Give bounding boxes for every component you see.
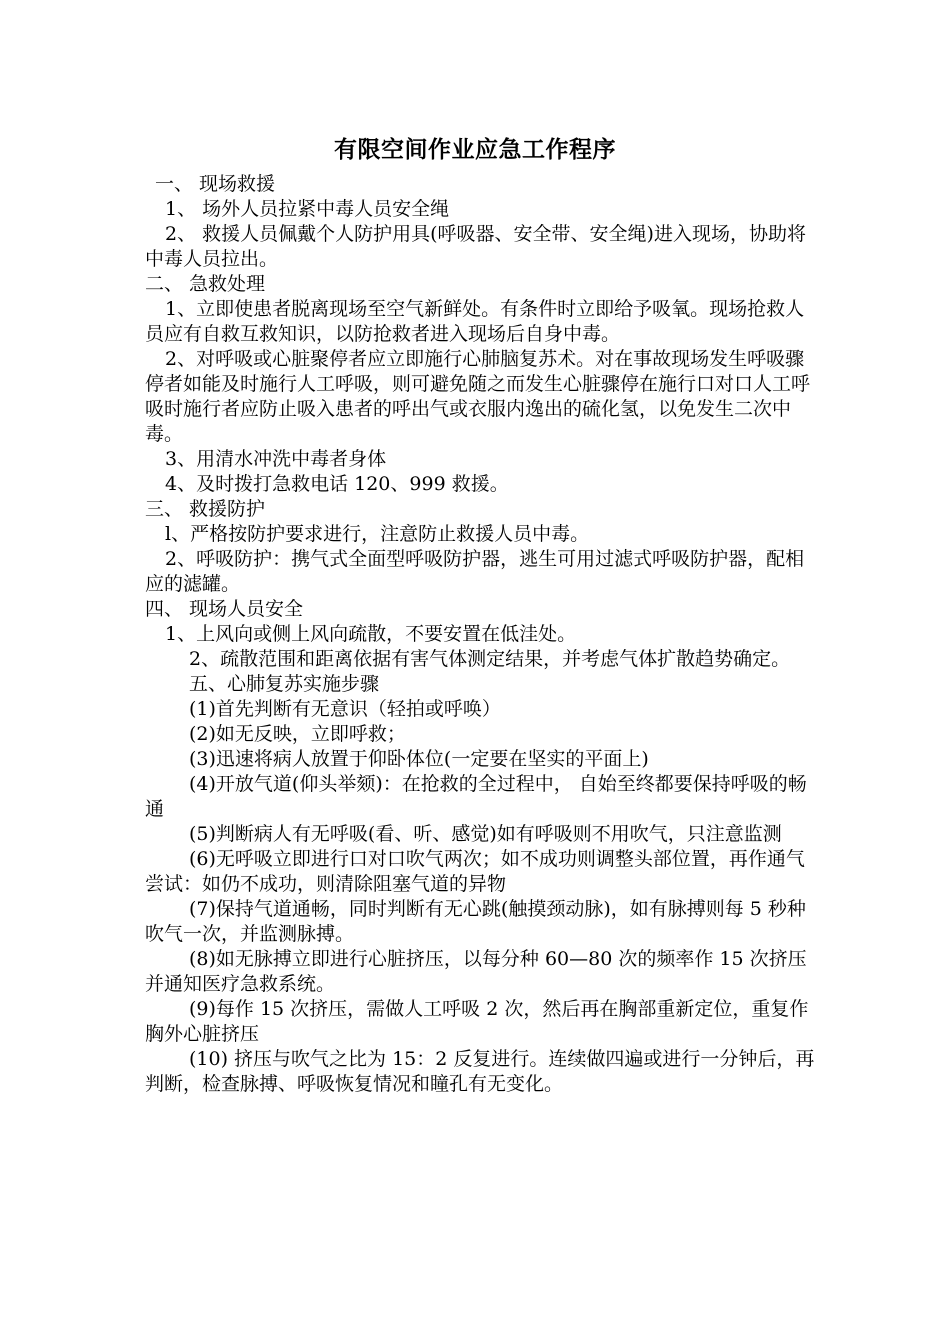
step-item: (5)判断病人有无呼吸(看、听、感觉)如有呼吸则不用吹气，只注意监测 [189,823,782,845]
document-body [145,172,815,1097]
section-heading-4: 四、 现场人员安全 [145,598,304,620]
paragraph: 1、 场外人员拉紧中毒人员安全绳 [165,198,450,220]
step-item: (1)首先判断有无意识（轻拍或呼唤） [189,698,501,720]
section-heading-3: 三、 救援防护 [145,498,266,520]
step-item: (7)保持气道通畅，同时判断有无心跳(触摸颈动脉)，如有脉搏则每 5 秒种吹气一次，并监测脉搏。 [145,898,806,945]
paragraph: l、严格按防护要求进行，注意防止救援人员中毒。 [165,523,590,545]
step-item: (6)无呼吸立即进行口对口吹气两次；如不成功则调整头部位置，再作通气尝试：如仍不成功，则清除阻塞气道的异物 [145,848,805,895]
section-heading-2: 二、 急救处理 [145,273,266,295]
paragraph: 2、对呼吸或心脏聚停者应立即施行心肺脑复苏术。对在事故现场发生呼吸骤停者如能及时施行人工呼吸，则可避免随之而发生心脏骤停在施行口对口人工呼吸时施行者应防止吸入患者的呼出气或衣服内逸出的硫化氢，以免发生二次中毒。 [145,348,811,445]
paragraph: 2、 救援人员佩戴个人防护用具(呼吸器、安全带、安全绳)进入现场，协助将中毒人员拉出。 [145,223,806,270]
section-heading-5: 五、心肺复苏实施步骤 [189,673,380,695]
document-title: 有限空间作业应急工作程序 [334,137,616,163]
paragraph: 1、立即使患者脱离现场至空气新鲜处。有条件时立即给予吸氧。现场抢救人员应有自救互救知识，以防抢救者进入现场后自身中毒。 [145,298,805,345]
step-item: (9)每作 15 次挤压，需做人工呼吸 2 次，然后再在胸部重新定位，重复作胸外心脏挤压 [145,998,809,1045]
paragraph: 3、用清水冲洗中毒者身体 [165,448,387,470]
paragraph: 4、及时拨打急救电话 120、999 救援。 [165,473,509,495]
step-item: (10) 挤压与吹气之比为 15：2 反复进行。连续做四遍或进行一分钟后，再判断，检查脉搏、呼吸恢复情况和瞳孔有无变化。 [145,1048,815,1095]
paragraph: 1、上风向或侧上风向疏散，不要安置在低洼处。 [165,623,577,645]
paragraph: 2、呼吸防护：携气式全面型呼吸防护器，逃生可用过滤式呼吸防护器，配相应的滤罐。 [145,548,805,595]
paragraph: 2、疏散范围和距离依据有害气体测定结果，并考虑气体扩散趋势确定。 [189,648,791,670]
step-item: (4)开放气道(仰头举颏)：在抢救的全过程中， 自始至终都要保持呼吸的畅通 [145,773,807,820]
step-item: (2)如无反映，立即呼救； [189,723,406,745]
section-heading-1: 一、 现场救援 [155,173,276,195]
step-item: (3)迅速将病人放置于仰卧体位(一定要在坚实的平面上) [189,748,649,770]
step-item: (8)如无脉搏立即进行心脏挤压，以每分种 60—80 次的频率作 15 次挤压并通知医疗急救系统。 [145,948,807,995]
